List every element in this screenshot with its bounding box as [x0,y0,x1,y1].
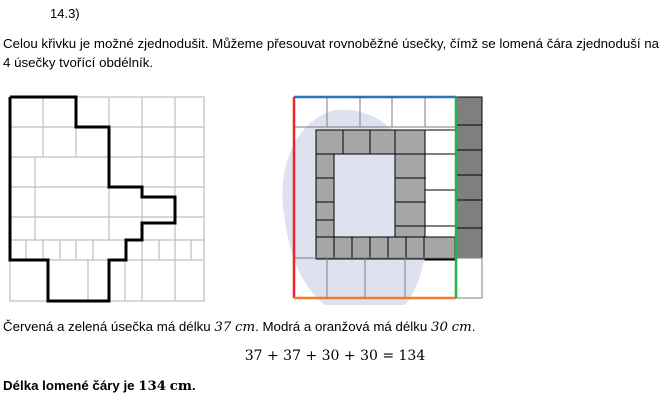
result-unit: cm [169,379,192,394]
lengths-paragraph [3,319,475,335]
right-rectangle-figure [275,90,505,310]
red-green-value: 37 [214,320,232,335]
equation: 37 + 37 + 30 + 30 = 134 [244,348,426,364]
blue-orange-value: 30 [431,320,448,335]
lengths-pre: Červená a zelená úsečka má délku [3,319,215,334]
red-green-unit: cm [235,320,256,335]
problem-number: 14.3) [50,6,80,21]
result-value: 134 [138,379,167,394]
result-pre: Délka lomené čáry je [3,378,139,393]
lengths-mid: . Modrá a oranžová má délku [255,319,431,334]
intro-paragraph: Celou křivku je možné zjednodušit. Můžeme přesouvat rovnoběžné úsečky, čímž se lomená čára zjednoduší na 4 úsečky tvořící obdélník. [3,36,660,70]
left-tiled-figure [0,90,210,310]
result-post: . [191,378,196,393]
result-line [3,378,196,394]
blue-orange-unit: cm [451,320,472,335]
lengths-post: . [471,319,476,334]
